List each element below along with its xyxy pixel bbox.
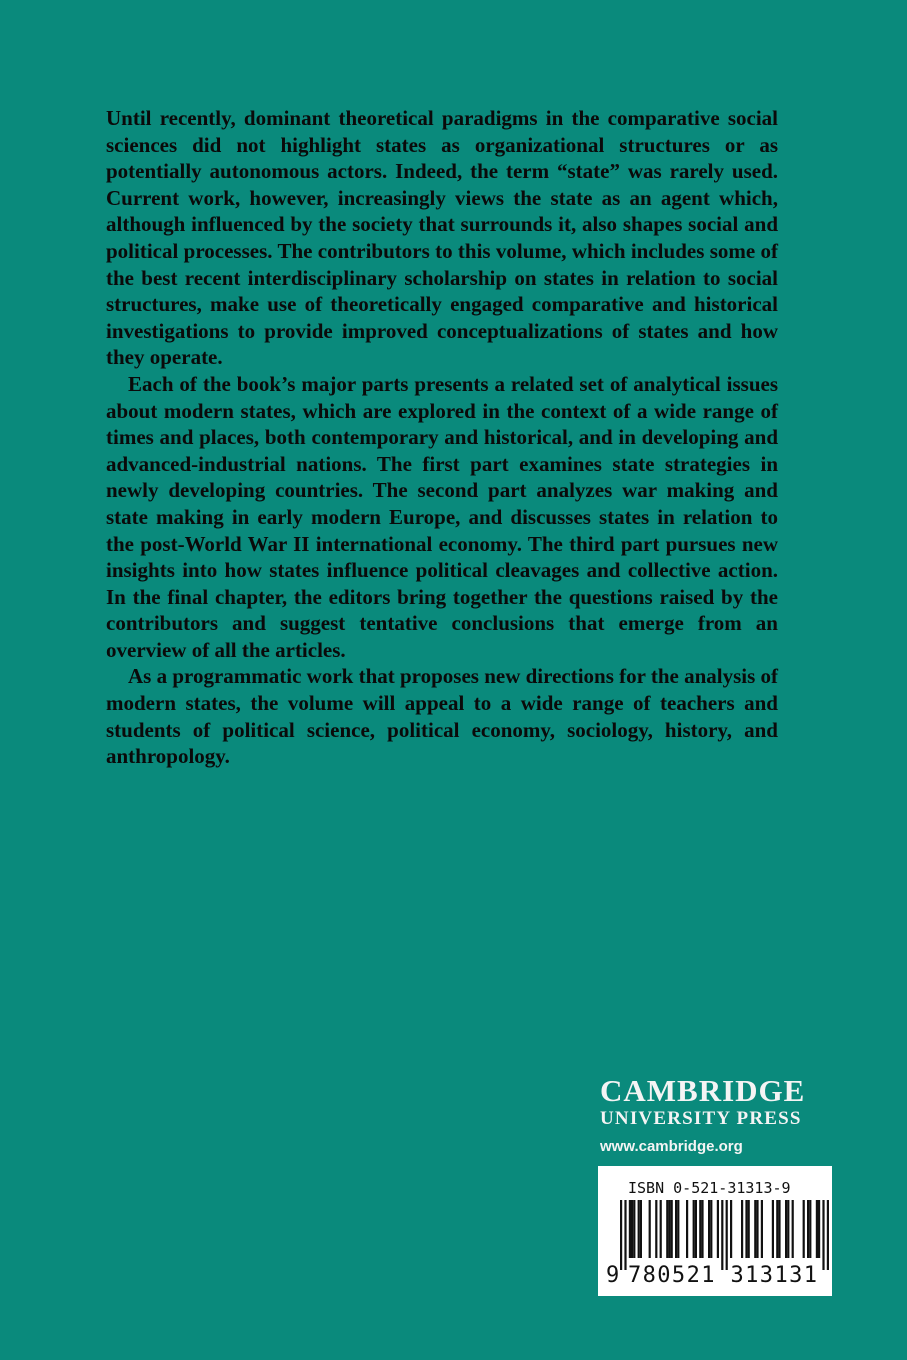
barcode-bar xyxy=(710,1200,712,1258)
barcode-bar xyxy=(754,1200,756,1258)
barcode-bar xyxy=(827,1200,829,1270)
barcode-bar xyxy=(809,1200,811,1258)
barcode-bar xyxy=(649,1200,651,1258)
barcode-bar xyxy=(624,1200,626,1270)
barcode-bar xyxy=(745,1200,747,1258)
barcode-box xyxy=(598,1166,832,1296)
barcode-bar xyxy=(721,1200,723,1270)
barcode-bar xyxy=(629,1200,631,1258)
barcode-bar xyxy=(708,1200,710,1258)
isbn-label: ISBN 0-521-31313-9 xyxy=(628,1179,791,1197)
barcode-bar xyxy=(695,1200,697,1258)
blurb-paragraph-2: Each of the book’s major parts presents a related set of analytical issues about modern states, which are explored in the context of a wide range of times and places, both contemporary and historical, and in developing and advanced-industrial nations. The first part examines state strategies in newly developing countries. The second part analyzes war making and state making in early modern Europe, and discusses states in relation to the post-World War II international economy. The third part pursues new insights into how states influence political cleavages and collective action. In the final chapter, the editors bring together the questions raised by the contributors and suggest tentative conclusions that emerge from an overview of all the articles. xyxy=(106,371,778,662)
blurb-paragraph-1: Until recently, dominant theoretical paradigms in the comparative social sciences did not highlight states as organizational structures or as potentially autonomous actors. Indeed, the term “state” was rarely used. Current work, however, increasingly views the state as an agent which, although influenced by the society that surrounds it, also shapes social and political processes. The contributors to this volume, which includes some of the best recent interdisciplinary scholarship on states in relation to social structures, make use of theoretically engaged comparative and historical investigations to provide improved conceptualizations of states and how they operate. xyxy=(106,106,778,370)
barcode-bar xyxy=(633,1200,635,1258)
ean-first-digit: 9 xyxy=(606,1263,620,1288)
cover-blurb xyxy=(106,105,778,770)
barcode-bar xyxy=(787,1200,789,1258)
barcode-bar xyxy=(772,1200,774,1258)
barcode-bar xyxy=(640,1200,642,1258)
barcode-bar xyxy=(816,1200,818,1258)
barcode-bar xyxy=(631,1200,633,1258)
barcode-bar xyxy=(671,1200,673,1258)
barcode-bar xyxy=(807,1200,809,1258)
publisher-name: CAMBRIDGE xyxy=(600,1073,806,1108)
barcode-bar xyxy=(776,1200,778,1258)
barcode-bar xyxy=(668,1200,670,1258)
barcode-bar xyxy=(726,1200,728,1270)
barcode-bar xyxy=(822,1200,824,1270)
blurb-paragraph-3: As a programmatic work that proposes new directions for the analysis of modern states, the volume will appeal to a wide range of teachers and students of political science, political economy, sociology, history, and anthropology. xyxy=(106,664,779,769)
barcode-bar xyxy=(818,1200,820,1258)
barcode-bar xyxy=(675,1200,677,1258)
barcode-bar xyxy=(717,1200,719,1258)
barcode-bar xyxy=(741,1200,743,1258)
barcode-bar xyxy=(701,1200,703,1258)
barcode-bar xyxy=(655,1200,657,1258)
publisher-imprint xyxy=(600,1074,832,1158)
barcode-bar xyxy=(693,1200,695,1258)
barcode-bar xyxy=(756,1200,758,1258)
barcode-bar xyxy=(792,1200,794,1258)
barcode-bar xyxy=(677,1200,679,1258)
barcode-bar xyxy=(666,1200,668,1258)
barcode-bar xyxy=(785,1200,787,1258)
ean-digits: 780521 313131 xyxy=(628,1263,819,1288)
barcode-bar xyxy=(778,1200,780,1258)
barcode-bar xyxy=(620,1200,622,1270)
publisher-url: www.cambridge.org xyxy=(600,1138,743,1155)
publisher-subname: UNIVERSITY PRESS xyxy=(600,1108,802,1129)
barcode-bar xyxy=(699,1200,701,1258)
barcode-bar xyxy=(761,1200,763,1258)
barcode-bar xyxy=(638,1200,640,1258)
barcode-bar xyxy=(660,1200,662,1258)
barcode-bar xyxy=(686,1200,688,1258)
barcode-bar xyxy=(803,1200,805,1258)
barcode-bar xyxy=(748,1200,750,1258)
barcode-bar xyxy=(730,1200,732,1258)
